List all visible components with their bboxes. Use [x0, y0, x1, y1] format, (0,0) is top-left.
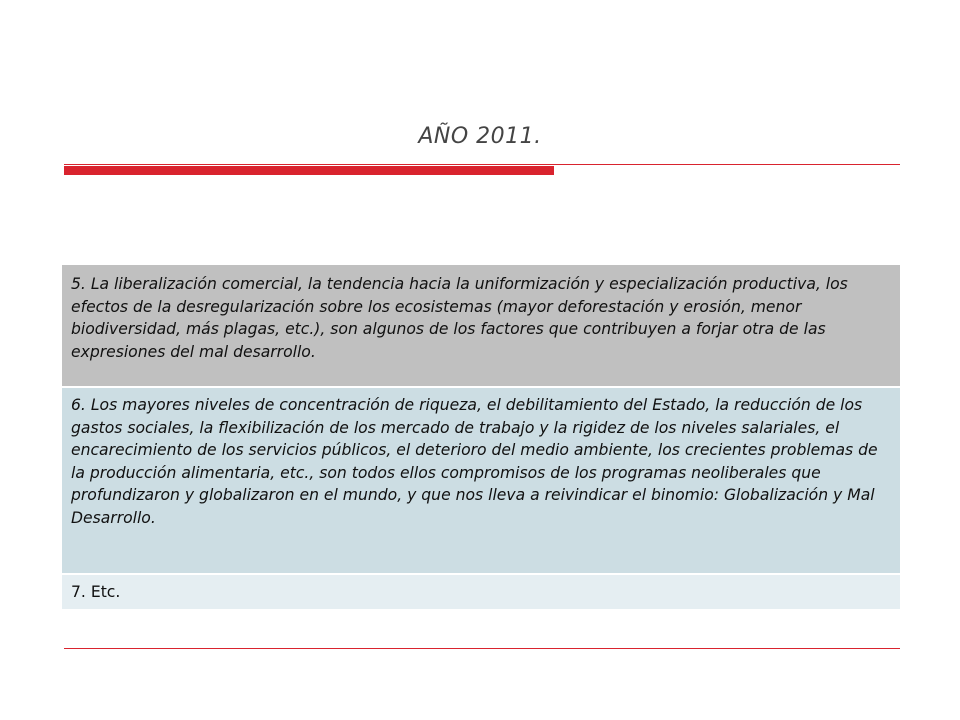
title-divider-thick [64, 166, 554, 175]
title-divider-thin [64, 164, 900, 165]
bottom-divider [64, 648, 900, 649]
slide-title: AÑO 2011. [418, 124, 542, 149]
content-table [62, 265, 900, 611]
table-row: 7. Etc. [62, 575, 900, 611]
table-row: 5. La liberalización comercial, la tendencia hacia la uniformización y especialización productiva, los efectos de la desregularización sobre los ecosistemas (mayor deforestación y erosión, menor biodiversidad, más plagas, etc.), son algunos de los factores que contribuyen a forjar otra de las expresiones del mal desarrollo. [62, 265, 900, 388]
table-row: 6. Los mayores niveles de concentración de riqueza, el debilitamiento del Estado, la reducción de los gastos sociales, la flexibilización de los mercado de trabajo y la rigidez de los niveles salariales, el encarecimiento de los servicios públicos, el deterioro del medio ambiente, los crecientes problemas de la producción alimentaria, etc., son todos ellos compromisos de los programas neoliberales que profundizaron y globalizaron en el mundo, y que nos lleva a reivindicar el binomio: Globalización y Mal Desarrollo. [62, 388, 900, 575]
